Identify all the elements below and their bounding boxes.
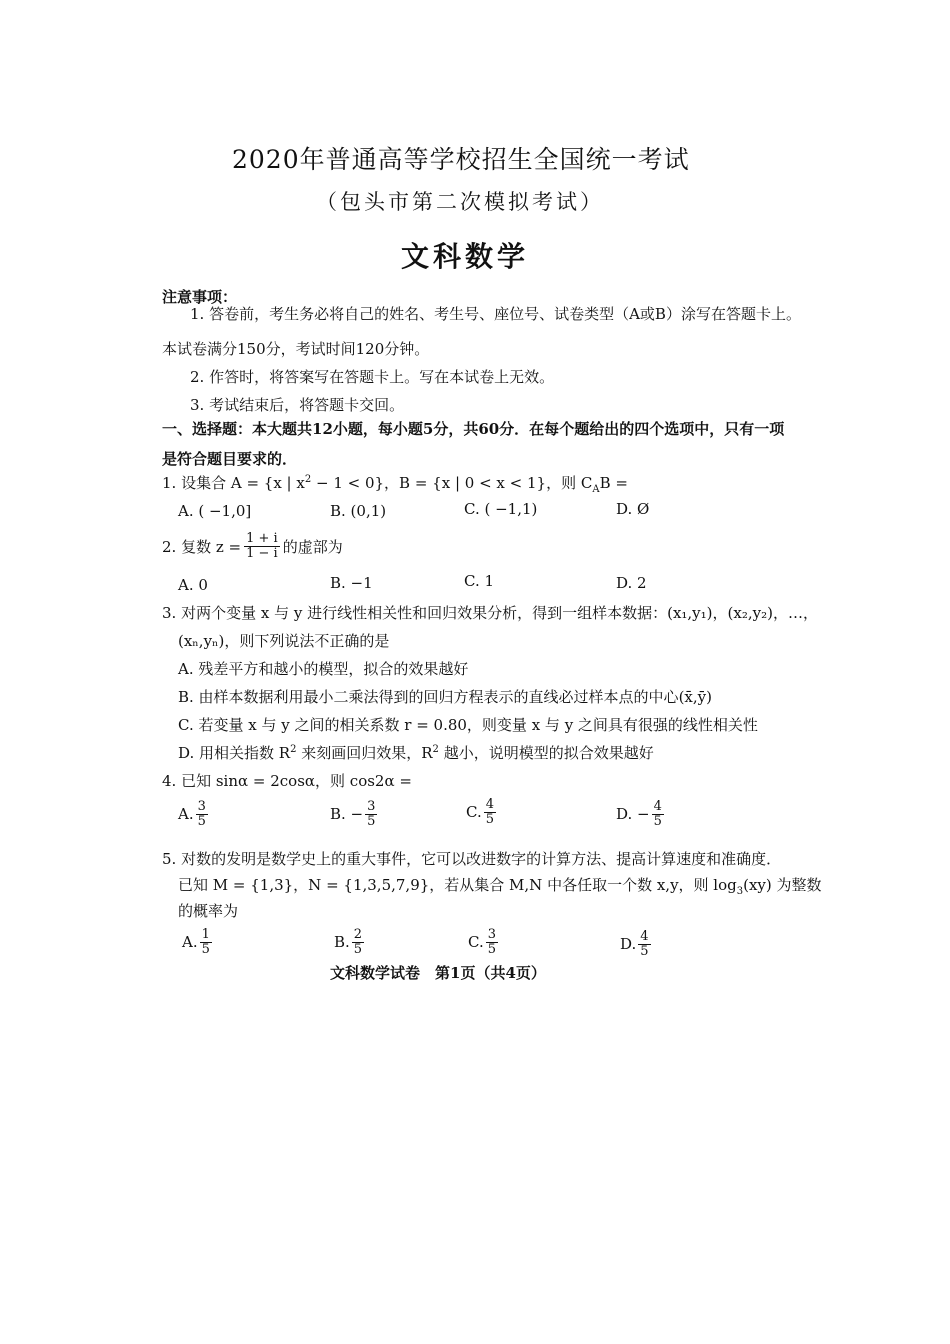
notice-item-1: 1. 答卷前，考生务必将自己的姓名、考生号、座位号、试卷类型（A或B）涂写在答题卡上。 (190, 305, 801, 323)
notice-heading: 注意事项： (162, 288, 238, 306)
fraction: $\frac{1 + i}{1 - i}$ (246, 531, 278, 561)
fraction: $\frac{3}{5}$ (487, 927, 496, 957)
question-4-option-a: A. $\frac{3}{5}$ (178, 799, 206, 829)
question-4-option-c: C. $\frac{4}{5}$ (466, 797, 494, 827)
notice-item-3: 3. 考试结束后，将答题卡交回。 (190, 396, 405, 414)
exam-subtitle: （包头市第二次模拟考试） (316, 190, 604, 214)
question-4-stem: 4. 已知 sinα = 2cosα，则 cos2α = (162, 772, 412, 790)
question-3-stem-line2: (xₙ,yₙ)，则下列说法不正确的是 (178, 632, 390, 650)
question-4-option-b: B. − $\frac{3}{5}$ (330, 799, 376, 829)
question-3-option-b: B. 由样本数据利用最小二乘法得到的回归方程表示的直线必过样本点的中心(x̄,ȳ) (178, 688, 712, 706)
notice-item-1-cont: 本试卷满分150分，考试时间120分钟。 (162, 340, 430, 358)
question-5-stem-line3: 的概率为 (178, 902, 239, 920)
question-5-option-b: B. $\frac{2}{5}$ (334, 927, 363, 957)
question-1-option-b: B. (0,1) (330, 502, 387, 520)
question-5-stem-line1: 5. 对数的发明是数学史上的重大事件，它可以改进数字的计算方法、提高计算速度和准确度． (162, 850, 782, 868)
subject-title: 文科数学 (401, 240, 530, 273)
question-3-option-a: A. 残差平方和越小的模型，拟合的效果越好 (178, 660, 469, 678)
question-2-option-d: D. 2 (616, 574, 647, 592)
page-footer: 文科数学试卷 第1页（共4页） (330, 964, 546, 982)
fraction: $\frac{4}{5}$ (485, 797, 494, 827)
question-5-option-d: D. $\frac{4}{5}$ (620, 929, 649, 959)
exam-title: 2020年普通高等学校招生全国统一考试 (232, 145, 690, 174)
question-5-stem-line2: 已知 M = {1,3}，N = {1,3,5,7,9}，若从集合 M,N 中各任取一个数 x,y，则 $\log_3(xy)$ 为整数 (178, 876, 822, 897)
section-heading-line1: 一、选择题：本大题共12小题，每小题5分，共60分．在每个题给出的四个选项中，只有一项 (162, 420, 785, 438)
question-1-option-d: D. Ø (616, 500, 650, 518)
fraction: $\frac{4}{5}$ (640, 929, 649, 959)
question-3-stem-line1: 3. 对两个变量 x 与 y 进行线性相关性和回归效果分析，得到一组样本数据：(x₁,y₁)，(x₂,y₂)，…， (162, 604, 818, 622)
fraction: $\frac{3}{5}$ (367, 799, 376, 829)
notice-item-2: 2. 作答时，将答案写在答题卡上。写在本试卷上无效。 (190, 368, 555, 386)
question-1-option-c: C. ( −1,1) (464, 500, 538, 518)
question-5-option-a: A. $\frac{1}{5}$ (182, 927, 210, 957)
question-1-option-a: A. ( −1,0] (178, 502, 252, 520)
fraction: $\frac{4}{5}$ (653, 799, 662, 829)
question-2-option-c: C. 1 (464, 572, 495, 590)
question-2-stem: 2. 复数 z = $\frac{1 + i}{1 - i}$ 的虚部为 (162, 531, 343, 561)
question-4-option-d: D. − $\frac{4}{5}$ (616, 799, 662, 829)
fraction: $\frac{1}{5}$ (201, 927, 210, 957)
question-2-option-b: B. −1 (330, 574, 373, 592)
fraction: $\frac{3}{5}$ (197, 799, 206, 829)
question-3-option-d: D. 用相关指数 $R^2$ 来刻画回归效果，$R^2$ 越小，说明模型的拟合效果越好 (178, 744, 654, 762)
question-3-option-c: C. 若变量 x 与 y 之间的相关系数 r = 0.80，则变量 x 与 y 之间具有很强的线性相关性 (178, 716, 758, 734)
question-1-stem: 1. 设集合 A = {x | $x^2 - 1 < 0$}，B = {x | 0 < x < 1}，则 $C_AB$ = (162, 474, 628, 495)
question-5-option-c: C. $\frac{3}{5}$ (468, 927, 496, 957)
question-2-option-a: A. 0 (178, 576, 208, 594)
fraction: $\frac{2}{5}$ (353, 927, 363, 957)
section-heading-line2: 是符合题目要求的． (162, 450, 298, 468)
